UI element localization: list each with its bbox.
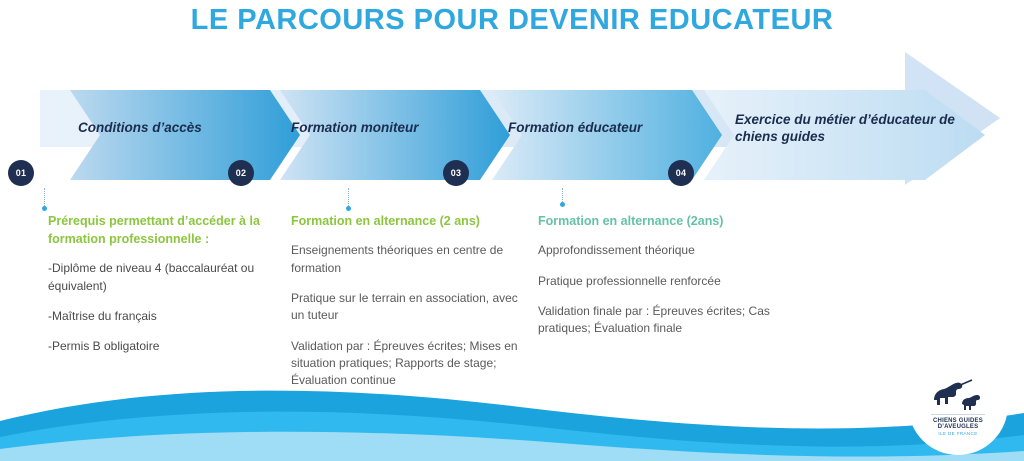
step-details-item-1-2: -Maîtrise du français [48, 309, 157, 324]
step-title-1: Conditions d’accès [78, 120, 202, 135]
step-details-item-2-2: Pratique sur le terrain en association, avec un tuteur [291, 290, 518, 323]
step-details-item-1-1: -Diplôme de niveau 4 (baccalauréat ou équivalent) [48, 261, 255, 293]
step-details-head-2: Formation en alternance (2 ans) [291, 214, 480, 228]
step-number-1: 01 [8, 160, 34, 186]
step-details-head-3: Formation en alternance (2ans) [538, 214, 724, 228]
step-number-4: 04 [668, 160, 694, 186]
logo-divider [931, 414, 985, 415]
step-details-head-1: Prérequis permettant d’accéder à la formation professionnelle : [48, 214, 260, 247]
page-title: LE PARCOURS POUR DEVENIR EDUCATEUR [190, 4, 834, 36]
decorative-wave [0, 351, 1024, 461]
step-details-item-3-3: Validation finale par : Épreuves écrites; Cas pratiques; Évaluation finale [538, 303, 770, 336]
connector-dot-2 [346, 206, 351, 211]
step-details-item-2-1: Enseignements théoriques en centre de formation [291, 243, 504, 275]
organization-logo [910, 357, 1006, 453]
step-details-1 [48, 212, 278, 369]
logo-line-2: D’AVEUGLES [937, 424, 979, 430]
step-title-3: Formation éducateur [508, 120, 643, 135]
step-number-2: 02 [228, 160, 254, 186]
step-details-item-3-1: Approfondissement théorique [538, 243, 695, 258]
step-title-2: Formation moniteur [291, 120, 419, 135]
step-number-3: 03 [443, 160, 469, 186]
step-details-3 [538, 212, 773, 351]
logo-line-1: CHIENS GUIDES [933, 418, 983, 424]
logo-line-3: ILE DE FRANCE [938, 431, 978, 436]
guide-dog-icon [928, 374, 988, 412]
step-details-item-3-2: Pratique professionnelle renforcée [538, 273, 721, 288]
connector-dot-1 [42, 206, 47, 211]
step-title-4: Exercice du métier d’éducateur de chiens guides [735, 112, 955, 144]
connector-dot-3 [560, 202, 565, 207]
step-details-item-2-3: Validation par : Épreuves écrites; Mises en situation pratiques; Rapports de stage; Évaluation continue [291, 338, 518, 388]
step-details-item-1-3: -Permis B obligatoire [48, 339, 160, 354]
